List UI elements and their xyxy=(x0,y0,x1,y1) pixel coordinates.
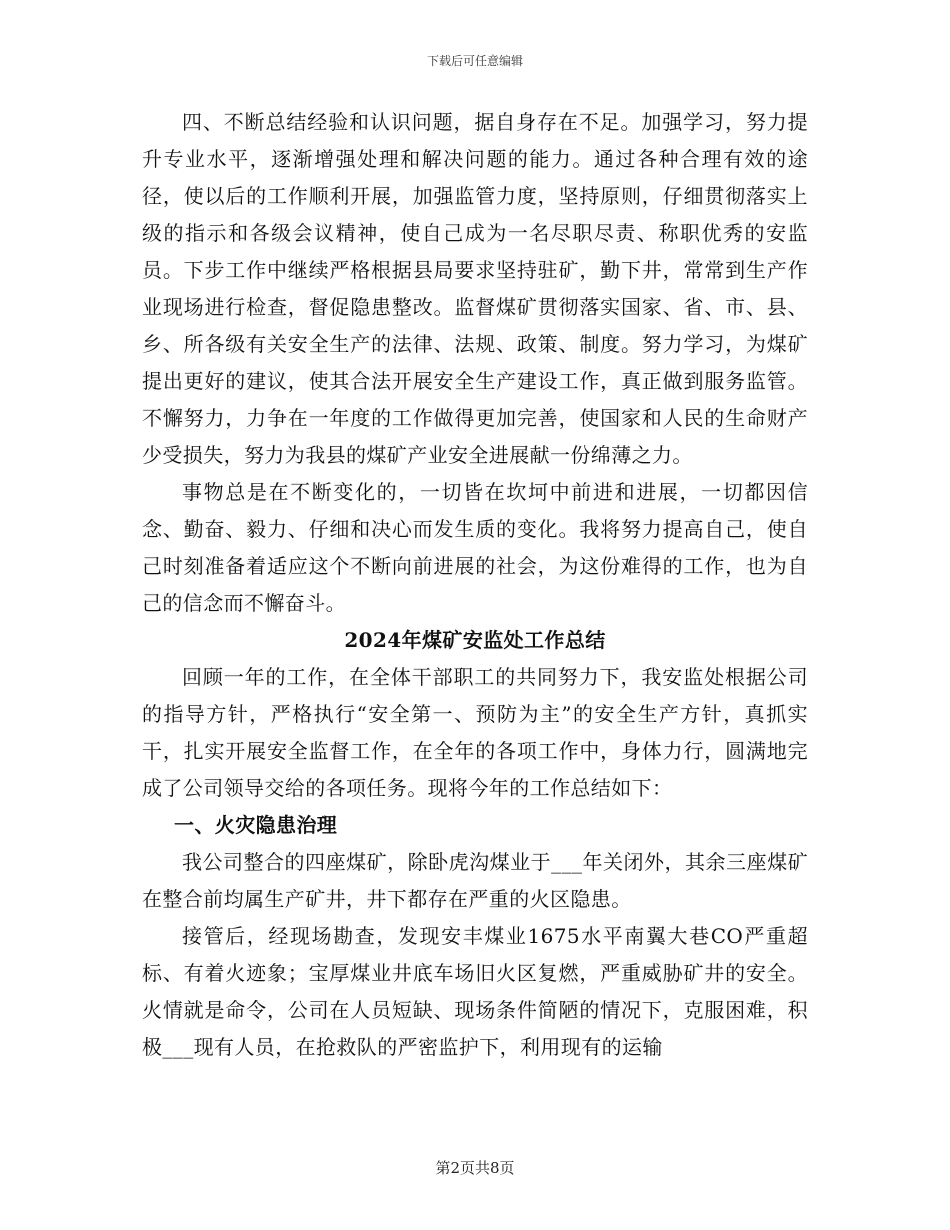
document-body xyxy=(142,104,808,1066)
header-note: 下载后可任意编辑 xyxy=(426,54,523,68)
paragraph-closing: 事物总是在不断变化的，一切皆在坎坷中前进和进展，一切都因信念、勤奋、毅力、仔细和决心而发生质的变化。我将努力提高自己，使自己时刻准备着适应这个不断向前进展的社会，为这份难得的工作，也为自己的信念而不懈奋斗。 xyxy=(142,480,808,615)
section-heading-fire-hazard: 一、火灾隐患治理 xyxy=(174,813,338,837)
paragraph-mines: 我公司整合的四座煤矿，除卧虎沟煤业于___年关闭外，其余三座煤矿在整合前均属生产矿井，井下都存在严重的火区隐患。 xyxy=(142,850,808,911)
paragraph-intro: 回顾一年的工作，在全体干部职工的共同努力下，我安监处根据公司的指导方针，严格执行“安全第一、预防为主”的安全生产方针，真抓实干，扎实开展安全监督工作，在全年的各项工作中，身体力行，圆满地完成了公司领导交给的各项任务。现将今年的工作总结如下： xyxy=(142,665,808,800)
paragraph-inspection: 接管后，经现场勘查，发现安丰煤业1675水平南翼大巷CO严重超标、有着火迹象；宝厚煤业井底车场旧火区复燃，严重威胁矿井的安全。火情就是命令，公司在人员短缺、现场条件简陋的情况下，克服困难，积极___现有人员，在抢救队的严密监护下，利用现有的运输 xyxy=(142,924,808,1059)
document-title: 2024年煤矿安监处工作总结 xyxy=(344,628,606,652)
paragraph-summary-4: 四、不断总结经验和认识问题，据自身存在不足。加强学习，努力提升专业水平，逐渐增强处理和解决问题的能力。通过各种合理有效的途径，使以后的工作顺利开展，加强监管力度，坚持原则，仔细贯彻落实上级的指示和各级会议精神，使自己成为一名尽职尽责、称职优秀的安监员。下步工作中继续严格根据县局要求坚持驻矿，勤下井，常常到生产作业现场进行检查，督促隐患整改。监督煤矿贯彻落实国家、省、市、县、乡、所各级有关安全生产的法律、法规、政策、制度。努力学习，为煤矿提出更好的建议，使其合法开展安全生产建设工作，真正做到服务监管。不懈努力，力争在一年度的工作做得更加完善，使国家和人民的生命财产少受损失，努力为我县的煤矿产业安全进展献一份绵薄之力。 xyxy=(142,110,808,467)
page-number: 第2页共8页 xyxy=(435,1159,515,1177)
